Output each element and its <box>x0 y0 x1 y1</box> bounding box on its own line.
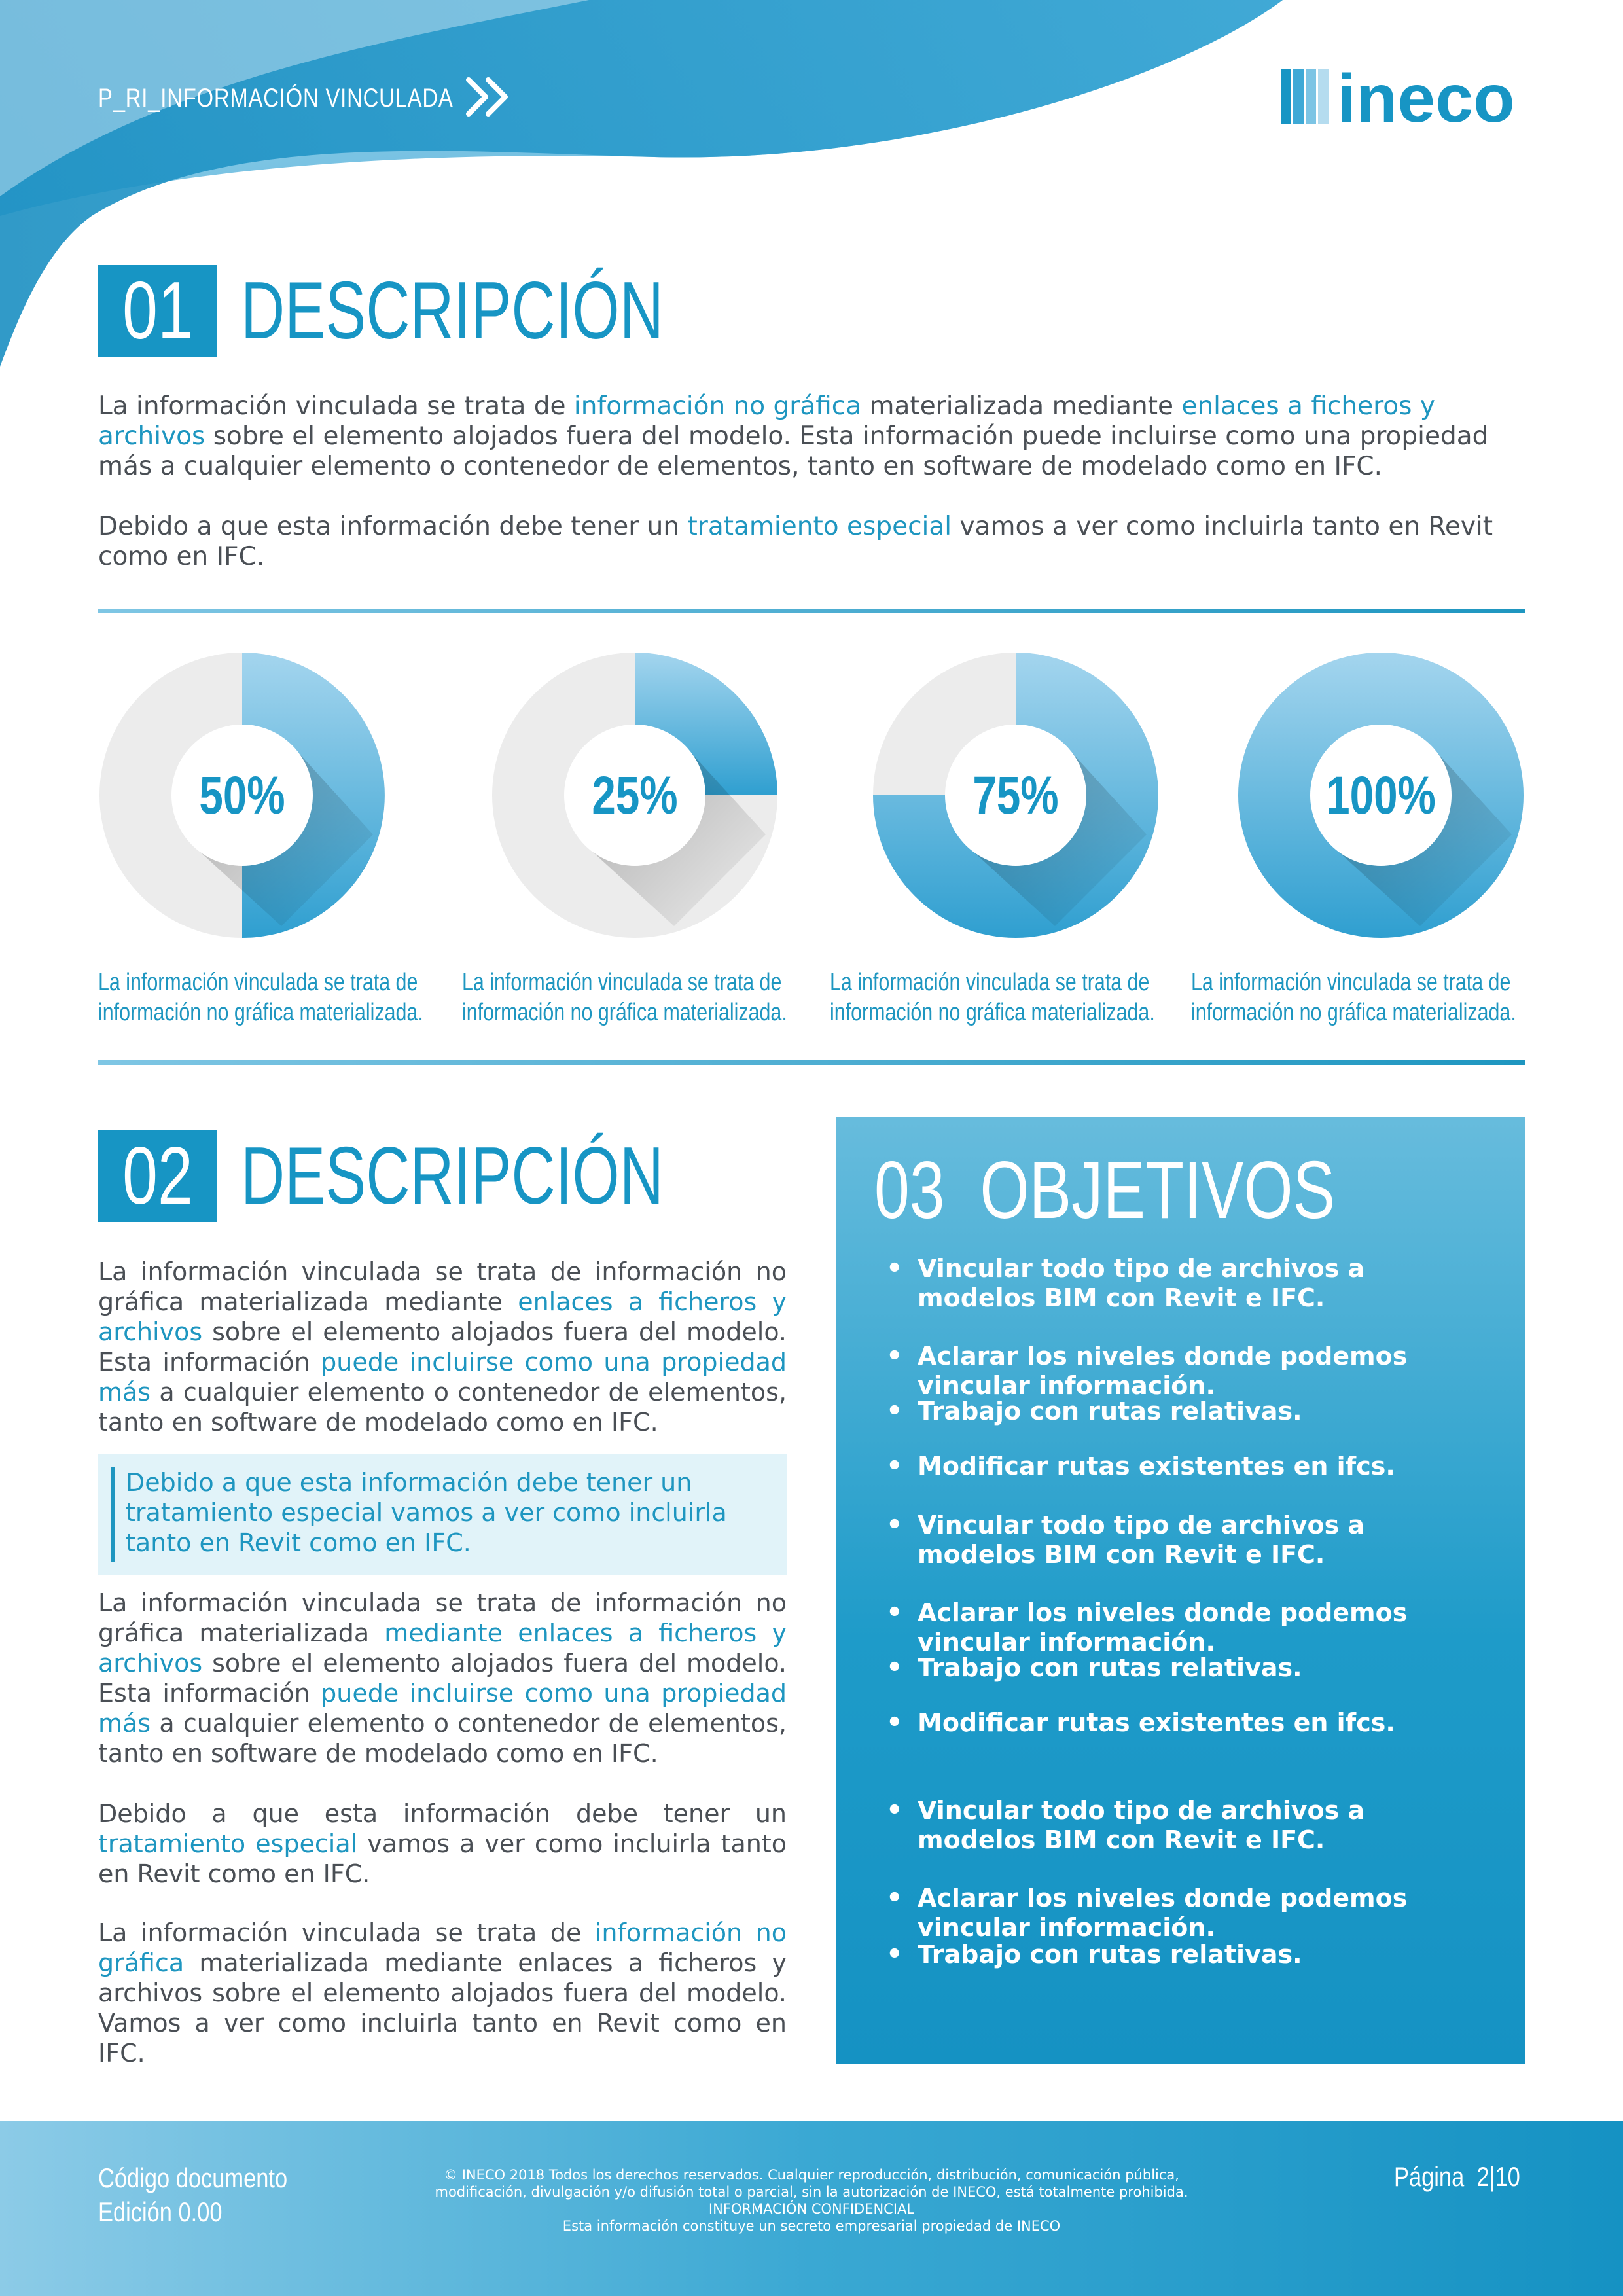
secret-notice: Esta información constituye un secreto empresarial propiedad de INECO <box>562 2218 1061 2234</box>
highlighted-text: puede incluirse como una propiedad más <box>98 1679 787 1738</box>
text-run: vamos a ver como incluirla tanto en Revit como en IFC. <box>98 1829 787 1888</box>
divider-bottom <box>98 1060 1525 1065</box>
document-code-title: P_RI_INFORMACIÓN VINCULADA <box>98 84 454 113</box>
body-paragraph-2 <box>98 1588 787 1768</box>
caption-line: La información vinculada se trata de <box>1191 969 1511 996</box>
footer-document-code <box>98 2161 287 2229</box>
double-chevron-right-icon <box>463 71 516 123</box>
donut-caption <box>1191 967 1516 1028</box>
donut-percentage-label: 100% <box>1326 765 1436 825</box>
objective-item: • Trabajo con rutas relativas. <box>918 1653 1480 1683</box>
caption-line: información no gráfica materializada. <box>98 999 423 1026</box>
edition-label: Edición 0.00 <box>98 2197 223 2227</box>
highlighted-text: tratamiento especial <box>98 1829 358 1858</box>
donut-chart-25 <box>491 651 779 939</box>
objective-item: • Trabajo con rutas relativas. <box>918 1397 1480 1426</box>
objective-item: • Modificar rutas existentes en ifcs. <box>918 1452 1480 1481</box>
donut-chart-50 <box>98 651 386 939</box>
donut-caption <box>462 967 787 1028</box>
footer <box>0 2121 1623 2296</box>
caption-line: información no gráfica materializada. <box>462 999 787 1026</box>
objectives-title: 03 OBJETIVOS <box>874 1145 1336 1236</box>
quote-text: Debido a que esta información debe tener un tratamiento especial vamos a ver como incluirla tanto en Revit como en IFC. <box>126 1468 727 1557</box>
highlighted-text: puede incluirse como una propiedad más <box>98 1348 787 1407</box>
text-run: vamos a ver como incluirla tanto en Revit como en IFC. <box>98 512 1493 571</box>
section-title: DESCRIPCIÓN <box>240 266 664 356</box>
caption-line: información no gráfica materializada. <box>1191 999 1516 1026</box>
donut-chart-100 <box>1237 651 1525 939</box>
section-number-box: 02 <box>98 1130 217 1222</box>
section-02-heading <box>98 1130 804 1223</box>
section-title: DESCRIPCIÓN <box>240 1131 664 1221</box>
highlighted-text: información no gráfica <box>573 391 862 421</box>
objective-item: • Aclarar los niveles donde podemos vincular información. <box>918 1598 1480 1657</box>
highlighted-text: enlaces a ficheros y archivos <box>98 391 1435 451</box>
text-run: Debido a que esta información debe tener un <box>98 1799 787 1828</box>
objectives-list <box>836 1117 1525 2064</box>
footer-legal <box>406 2166 1217 2234</box>
text-run: materializada mediante <box>861 391 1182 421</box>
page-number: Página 2|10 <box>1394 2161 1520 2192</box>
text-run: materializada mediante enlaces a ficheros y archivos sobre el elemento alojados fuera del modelo. Vamos a ver como incluirla tanto en Revit como en IFC. <box>98 1948 787 2068</box>
intro-paragraph-1 <box>98 391 1525 482</box>
highlighted-text: tratamiento especial <box>687 512 952 541</box>
document-code-label: Código documento <box>98 2162 288 2193</box>
section-01-heading <box>98 264 804 357</box>
objective-item: • Modificar rutas existentes en ifcs. <box>918 1708 1480 1738</box>
donut-caption <box>830 967 1155 1028</box>
objective-item: • Aclarar los niveles donde podemos vincular información. <box>918 1342 1480 1401</box>
logo-wordmark: ineco <box>1337 65 1515 128</box>
ineco-logo <box>1279 65 1528 128</box>
text-run: sobre el elemento alojados fuera del modelo. Esta información <box>98 1318 787 1376</box>
text-run: sobre el elemento alojados fuera del modelo. Esta información puede incluirse como una propiedad más a cualquier elemento o contenedor de elementos, tanto en software de modelado como en IFC. <box>98 422 1489 481</box>
highlighted-text: mediante enlaces a ficheros y archivos <box>98 1619 787 1677</box>
text-run: a cualquier elemento o contenedor de elementos, tanto en software de modelado como en IFC. <box>98 1378 787 1437</box>
text-run: Debido a que esta información debe tener un <box>98 512 688 541</box>
text-run: a cualquier elemento o contenedor de elementos, tanto en software de modelado como en IFC. <box>98 1709 787 1768</box>
body-paragraph-4 <box>98 1918 787 2068</box>
donut-chart-75 <box>872 651 1160 939</box>
caption-line: La información vinculada se trata de <box>98 969 418 996</box>
copyright-line: modificación, divulgación y/o difusión total o parcial, sin la autorización de INECO, está totalmente prohibida. <box>435 2184 1188 2200</box>
text-run: La información vinculada se trata de <box>98 391 574 421</box>
intro-paragraph-2 <box>98 512 1525 572</box>
quote-block <box>98 1454 787 1575</box>
text-run: sobre el elemento alojados fuera del modelo. Esta información <box>98 1649 787 1708</box>
caption-line: La información vinculada se trata de <box>462 969 782 996</box>
objective-item: • Trabajo con rutas relativas. <box>918 1940 1480 1969</box>
objective-item: • Vincular todo tipo de archivos a modelos BIM con Revit e IFC. <box>918 1796 1480 1855</box>
donut-percentage-label: 75% <box>972 765 1059 825</box>
objective-item: • Vincular todo tipo de archivos a modelos BIM con Revit e IFC. <box>918 1254 1480 1313</box>
section-number-box: 01 <box>98 265 217 357</box>
donut-percentage-label: 50% <box>199 765 285 825</box>
caption-line: La información vinculada se trata de <box>830 969 1150 996</box>
caption-line: información no gráfica materializada. <box>830 999 1155 1026</box>
section-02-body <box>98 1257 787 1437</box>
objective-item: • Aclarar los niveles donde podemos vincular información. <box>918 1884 1480 1943</box>
confidential-label: INFORMACIÓN CONFIDENCIAL <box>708 2201 915 2217</box>
objectives-panel <box>836 1117 1525 2064</box>
text-run: La información vinculada se trata de información no gráfica materializada mediante <box>98 1257 787 1316</box>
body-paragraph-1 <box>98 1257 787 1437</box>
highlighted-text: información no gráfica <box>98 1918 787 1977</box>
highlighted-text: enlaces a ficheros y archivos <box>98 1287 787 1346</box>
donut-percentage-label: 25% <box>592 765 678 825</box>
body-paragraph-3 <box>98 1799 787 1889</box>
divider-top <box>98 609 1525 613</box>
text-run: La información vinculada se trata de información no gráfica materializada <box>98 1588 787 1647</box>
quote-bar <box>111 1467 115 1562</box>
objective-item: • Vincular todo tipo de archivos a modelos BIM con Revit e IFC. <box>918 1511 1480 1570</box>
text-run: La información vinculada se trata de <box>98 1918 595 1947</box>
donut-caption <box>98 967 423 1028</box>
copyright-line: © INECO 2018 Todos los derechos reservados. Cualquier reproducción, distribución, comunicación pública, <box>444 2167 1179 2183</box>
